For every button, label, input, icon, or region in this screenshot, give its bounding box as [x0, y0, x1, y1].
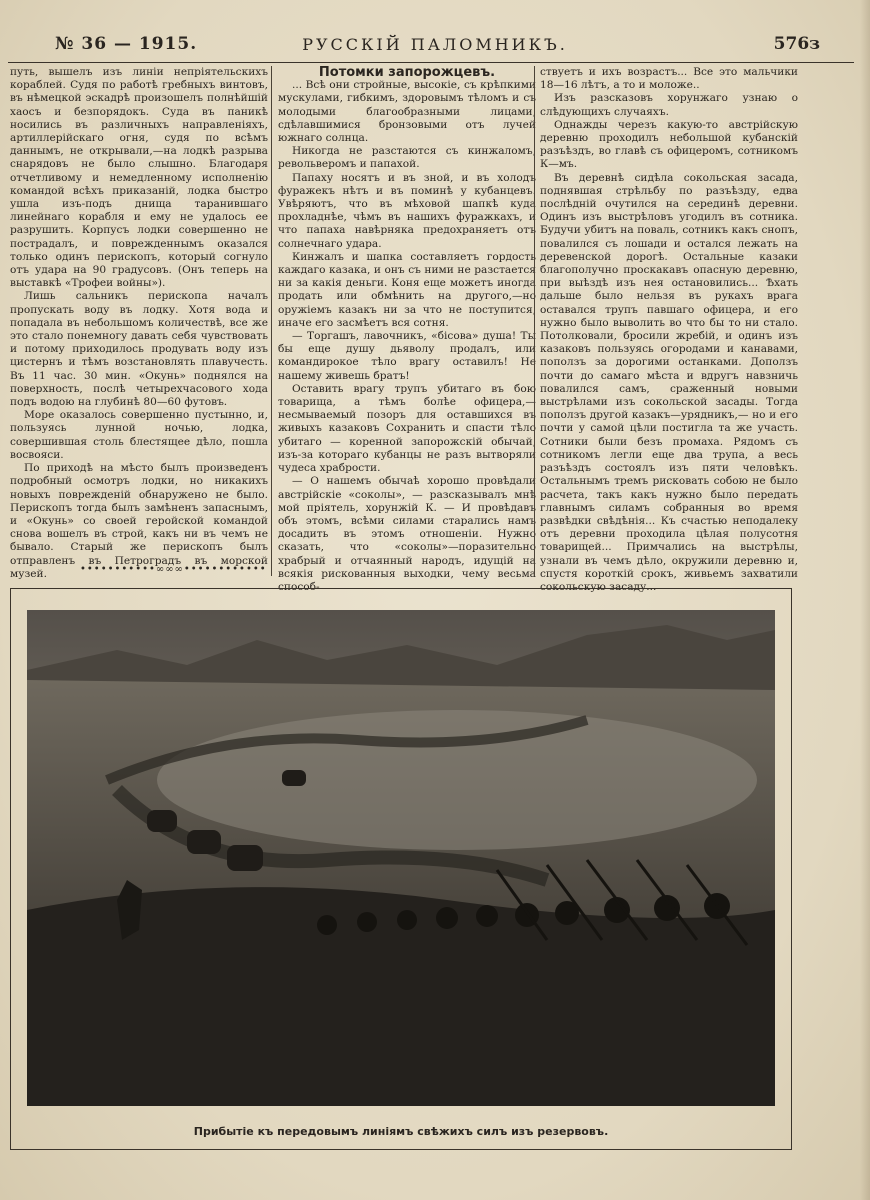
paragraph: Оставить врагу трупъ убитаго въ бою товарища, а тѣмъ болѣе офицера,—несмываемый позоръ для оставшихся въ живыхъ казаковъ Сохранить и спасти тѣло убитаго — коренной запорожскій обычай, изъ-за котораго кубанцы не разъ вытворяли чудеса храбрости.	[278, 382, 536, 475]
issue-number: № 36 — 1915.	[55, 34, 198, 54]
paragraph: Въ деревнѣ сидѣла сокольская засада, поднявшая стрѣльбу по разъѣзду, едва послѣдній очутился на серединѣ деревни. Одинъ изъ выстрѣловъ угодилъ въ сотника. Будучи убитъ на поваль, сотникъ какъ снопъ, повалился съ лошади и остался лежать на деревенской дорогѣ. Остальные казаки благополучно проскакавъ опасную деревню, при выѣздѣ изъ нея остановились... Ѣхать дальше было нельзя въ рукахъ врага оставался трупъ павшаго офицера, и его нужно было выволить во что бы то ни стало. Потолковали, бросили жребій, и одинъ изъ казаковъ пользуясь огородами и канавами, поползъ за дорогими останками. Доползъ почти до самаго мѣста и вдругъ навзничь повалился самъ, сраженный новыми выстрѣлами изъ сокольской засады. Тогда поползъ другой казакъ—урядникъ,— но и его почти у самой цѣли постигла та же участь. Сотники были безъ промаха. Рядомъ съ сотникомъ легли еще два трупа, а весь разъѣздъ состоялъ изъ пяти человѣкъ. Остальнымъ тремъ рисковать собою не было расчета, такъ какъ нужно было передать главнымъ силамъ собранныя во время развѣдки свѣдѣнія... Къ счастью неподалеку отъ деревни проходила цѣлая полусотня товарищей... Примчались на выстрѣлы, узнали въ чемъ дѣло, окружили деревню и, спустя короткій срокъ, живьемъ захватили сокольскую засаду...	[540, 171, 798, 593]
paragraph: Изъ разсказовъ хорунжаго узнаю о слѣдующихъ случаяхъ.	[540, 92, 798, 118]
paragraph: Однажды черезъ какую-то австрійскую деревню проходилъ небольшой кубанскій разъѣздъ, во главѣ съ офицеромъ, сотникомъ К—мъ.	[540, 118, 798, 171]
ornament-divider: •••••••••••∞∞∞••••••••••••	[80, 564, 267, 575]
paragraph: путь, вышелъ изъ линіи непріятельскихъ кораблей. Судя по работѣ гребныхъ винтовъ, въ нѣмецкой эскадрѣ произошелъ полнѣйшій хаосъ и безпорядокъ. Суда въ паникѣ носились въ различныхъ направленіяхъ, артиллерійскаго огня, судя по всѣмъ даннымъ, не открывали,—на лодкѣ разрыва снарядовъ не было слышно. Благодаря отчетливому и немедленному исполненію командой всѣхъ приказаній, лодка быстро ушла изъ-подъ днища таранившаго линейнаго корабля и ему не удалось ее разрушить. Корпусъ лодки совершенно не пострадалъ, и поврежденнымъ оказался только одинъ перископъ, который согнуло отъ удара на 90 градусовъ. (Онъ теперь на выставкѣ «Трофеи войны»).	[10, 66, 268, 290]
column-3	[540, 66, 798, 593]
page-edge-shadow	[860, 0, 870, 1200]
page-header	[0, 34, 870, 60]
illustration-image	[27, 610, 775, 1106]
illustration-caption: Прибытіе къ передовымъ линіямъ свѣжихъ силъ изъ резервовъ.	[193, 1125, 609, 1138]
paragraph: Никогда не разстаются съ кинжаломъ, револьверомъ и папахой.	[278, 145, 536, 171]
paragraph: ствуетъ и ихъ возрастъ... Все это мальчики 18—16 лѣтъ, а то и моложе..	[540, 66, 798, 92]
column-divider	[271, 66, 272, 576]
paragraph: ... Всѣ они стройные, высокіе, съ крѣпкими мускулами, гибкимъ, здоровымъ тѣломъ и съ молодыми благообразными лицами, сдѣлавшимися бронзовыми отъ лучей южнаго солнца.	[278, 79, 536, 145]
paragraph: — О нашемъ обычаѣ хорошо провѣдали австрійскіе «соколы», — разсказывалъ мнѣ мой пріятель, хорунжій К. — И провѣдавъ объ этомъ, всѣми силами старались намъ досадить въ этомъ отношеніи. Нужно сказать, что «соколы»—поразительно храбрый и отчаянный народъ, идущій на всякія рискованныя выходки, чему весьма способ-	[278, 475, 536, 593]
paragraph: Лишь сальникъ перископа началъ пропускать воду въ лодку. Хотя вода и попадала въ небольшомъ количествѣ, все же это стало понемногу давать себя чувствовать и потому приходилось продувать воду изъ цистернъ и тѣмъ возстановлять плавучесть. Въ 11 час. 30 мин. «Окунь» поднялся на поверхность, послѣ четырехчасового хода подъ водою на глубинѣ 80—60 футовъ.	[10, 290, 268, 409]
header-rule	[8, 62, 854, 63]
paragraph: — Торгашъ, лавочникъ, «бісова» душа! Ты бы еще душу дьяволу продалъ, или командирокое тѣло врагу оставилъ! Не нашему живешь братъ!	[278, 330, 536, 382]
paragraph: Море оказалось совершенно пустынно, и, пользуясь лунной ночью, лодка, совершившая столь блестящее дѣло, пошла восвояси.	[10, 409, 268, 461]
page-number: 576з	[773, 34, 820, 54]
journal-title: РУССКІЙ ПАЛОМНИКЪ.	[302, 35, 568, 54]
paragraph: По приходѣ на мѣсто былъ произведенъ подробный осмотръ лодки, но никакихъ новыхъ поврежденій обнаружено не было. Перископъ тогда былъ замѣненъ запаснымъ, и «Окунь» со своей геройской командой снова вошелъ въ строй, какъ ни въ чемъ не бывало. Старый же перископъ былъ отправленъ въ Петроградъ въ морской музей.	[10, 462, 268, 580]
paragraph: Папаху носятъ и въ зной, и въ холодъ фуражекъ нѣтъ и въ поминѣ у кубанцевъ. Увѣряютъ, что въ мѣховой шапкѣ куда прохладнѣе, чѣмъ въ нашихъ фуражкахъ, и что папаха навѣрняка предохраняетъ отъ солнечнаго удара.	[278, 171, 536, 250]
paragraph: Кинжалъ и шапка составляетъ гордость каждаго казака, и онъ съ ними не разстается ни за какія деньги. Коня еще можетъ иногда продать или обмѣнить на другого,—но оружіемъ казакъ ни за что не поступится, иначе его засмѣетъ вся сотня.	[278, 250, 536, 329]
column-2	[278, 65, 536, 593]
column-1	[10, 66, 268, 578]
illustration-troops-marching	[27, 610, 775, 1106]
article-title: Потомки запорожцевъ.	[318, 65, 496, 80]
column-divider	[534, 66, 535, 576]
